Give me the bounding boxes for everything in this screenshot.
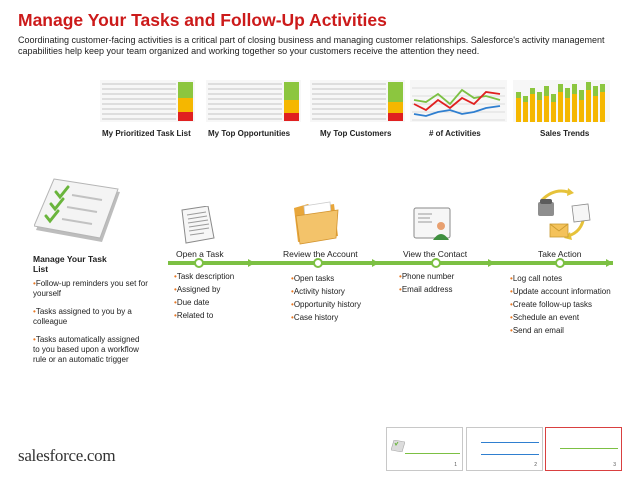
step-title-open-task: Open a Task bbox=[176, 249, 224, 259]
left-list-item: • Follow-up reminders you set for yourself bbox=[33, 279, 148, 299]
timeline-dot bbox=[431, 258, 441, 268]
thumbnail-label-activities: # of Activities bbox=[429, 129, 481, 138]
thumbnail-label-opportunities: My Top Opportunities bbox=[208, 129, 291, 138]
timeline-dot bbox=[194, 258, 204, 268]
list-item: • Related to bbox=[174, 309, 234, 322]
step-list-open-task bbox=[174, 270, 234, 322]
list-item: • Opportunity history bbox=[291, 298, 361, 311]
checklist-icon bbox=[34, 178, 124, 246]
step-title-view-contact: View the Contact bbox=[403, 249, 468, 259]
list-item: • Create follow-up tasks bbox=[510, 298, 611, 311]
opportunities-thumbnail bbox=[206, 80, 301, 122]
slide-thumbnail-2[interactable] bbox=[466, 427, 543, 471]
task-list-thumbnail bbox=[100, 80, 195, 122]
slide-thumbnail-1[interactable] bbox=[386, 427, 463, 471]
slide-thumbnail-3[interactable] bbox=[545, 427, 622, 471]
step-title-review-account: Review the Account bbox=[283, 249, 358, 259]
list-item: • Task description bbox=[174, 270, 234, 283]
checklist-mini-icon bbox=[391, 440, 405, 452]
timeline-dot bbox=[555, 258, 565, 268]
slide-number: 1 bbox=[454, 462, 457, 468]
activities-chart-thumbnail bbox=[410, 80, 507, 122]
list-item: • Phone number bbox=[399, 270, 454, 283]
salesforce-logo: salesforce.com bbox=[18, 446, 116, 465]
document-icon bbox=[176, 206, 216, 244]
step-list-view-contact bbox=[399, 270, 454, 296]
page-title: Manage Your Tasks and Follow-Up Activities bbox=[18, 10, 387, 30]
mini-timeline bbox=[560, 448, 618, 449]
thumbnail-label-customers: My Top Customers bbox=[320, 129, 392, 138]
list-item: • Send an email bbox=[510, 324, 611, 337]
mini-timeline bbox=[481, 454, 539, 455]
phone-icon bbox=[534, 186, 592, 242]
list-item: • Due date bbox=[174, 296, 234, 309]
customers-thumbnail bbox=[310, 80, 405, 122]
step-title-take-action: Take Action bbox=[538, 249, 582, 259]
left-list-item: • Tasks automatically assigned to you based upon a workflow rule or an automatic trigger bbox=[33, 335, 148, 365]
contact-card-icon bbox=[412, 204, 454, 244]
sales-trends-thumbnail bbox=[513, 80, 610, 122]
timeline-dot bbox=[313, 258, 323, 268]
list-item: • Activity history bbox=[291, 285, 361, 298]
thumbnail-label-sales-trends: Sales Trends bbox=[540, 129, 590, 138]
list-item: • Log call notes bbox=[510, 272, 611, 285]
slide-number: 3 bbox=[613, 462, 616, 468]
list-item: • Case history bbox=[291, 311, 361, 324]
slide-number: 2 bbox=[534, 462, 537, 468]
list-item: • Assigned by bbox=[174, 283, 234, 296]
list-item: • Schedule an event bbox=[510, 311, 611, 324]
mini-timeline bbox=[405, 453, 460, 454]
thumbnail-label-task-list: My Prioritized Task List bbox=[102, 129, 191, 138]
list-item: • Update account information bbox=[510, 285, 611, 298]
list-item: • Email address bbox=[399, 283, 454, 296]
intro-text: Coordinating customer-facing activities is a critical part of closing business and managing customer relationships. Salesforce's activity management capabilities help keep your team organized and working together so your customers receive the attention they need. bbox=[18, 35, 605, 56]
step-list-take-action bbox=[510, 272, 611, 337]
timeline-line bbox=[168, 261, 613, 265]
step-list-review-account bbox=[291, 272, 361, 324]
left-list-item: • Tasks assigned to you by a colleague bbox=[33, 307, 148, 327]
left-column-title: Manage Your Task List bbox=[33, 254, 107, 274]
folder-icon bbox=[290, 196, 342, 246]
mini-timeline bbox=[481, 442, 539, 443]
list-item: • Open tasks bbox=[291, 272, 361, 285]
